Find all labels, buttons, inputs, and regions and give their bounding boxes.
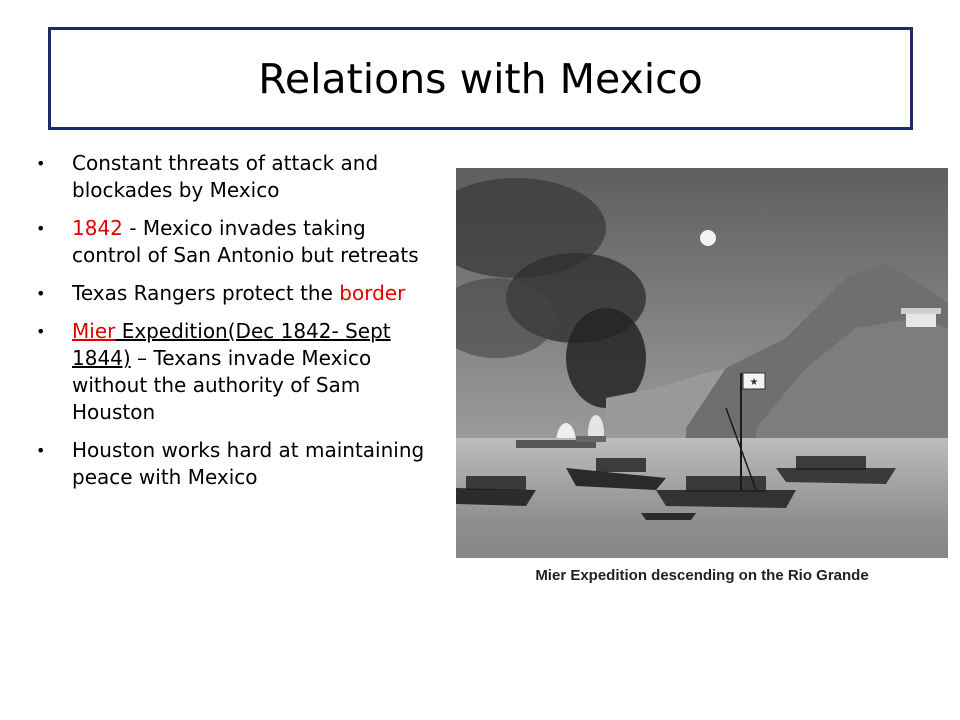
image-caption: Mier Expedition descending on the Rio Grande bbox=[535, 567, 869, 584]
bullet-item bbox=[36, 280, 436, 307]
bullet-text-segment: Expedition(Dec 1842- Sept 1844) bbox=[72, 319, 391, 370]
svg-text:★: ★ bbox=[749, 377, 759, 388]
bullet-text-segment: Mier bbox=[72, 319, 116, 343]
bullet-item bbox=[36, 318, 436, 426]
bullet-text-segment: border bbox=[339, 281, 406, 305]
bullet-text-segment: - Mexico invades taking control of San Antonio but retreats bbox=[72, 216, 419, 267]
bullet-item bbox=[36, 215, 436, 269]
bullet-dot-icon: • bbox=[36, 284, 46, 303]
title-box bbox=[48, 27, 913, 130]
bullet-dot-icon: • bbox=[36, 322, 46, 341]
bullet-dot-icon: • bbox=[36, 219, 46, 238]
mier-expedition-illustration bbox=[456, 168, 948, 558]
bullet-text-segment: Texas Rangers protect the bbox=[72, 281, 340, 305]
bullet-list bbox=[36, 150, 436, 502]
bullet-item bbox=[36, 150, 436, 204]
bullet-dot-icon: • bbox=[36, 441, 46, 460]
bullet-text-segment: – Texans invade Mexico without the authority of Sam Houston bbox=[72, 346, 372, 424]
bullet-item bbox=[36, 437, 436, 491]
slide-title: Relations with Mexico bbox=[258, 54, 703, 103]
bullet-text-segment: Houston works hard at maintaining peace with Mexico bbox=[72, 438, 425, 489]
bullet-text-segment: 1842 bbox=[72, 216, 123, 240]
bullet-text-segment: Constant threats of attack and blockades by Mexico bbox=[72, 151, 379, 202]
bullet-dot-icon: • bbox=[36, 154, 46, 173]
